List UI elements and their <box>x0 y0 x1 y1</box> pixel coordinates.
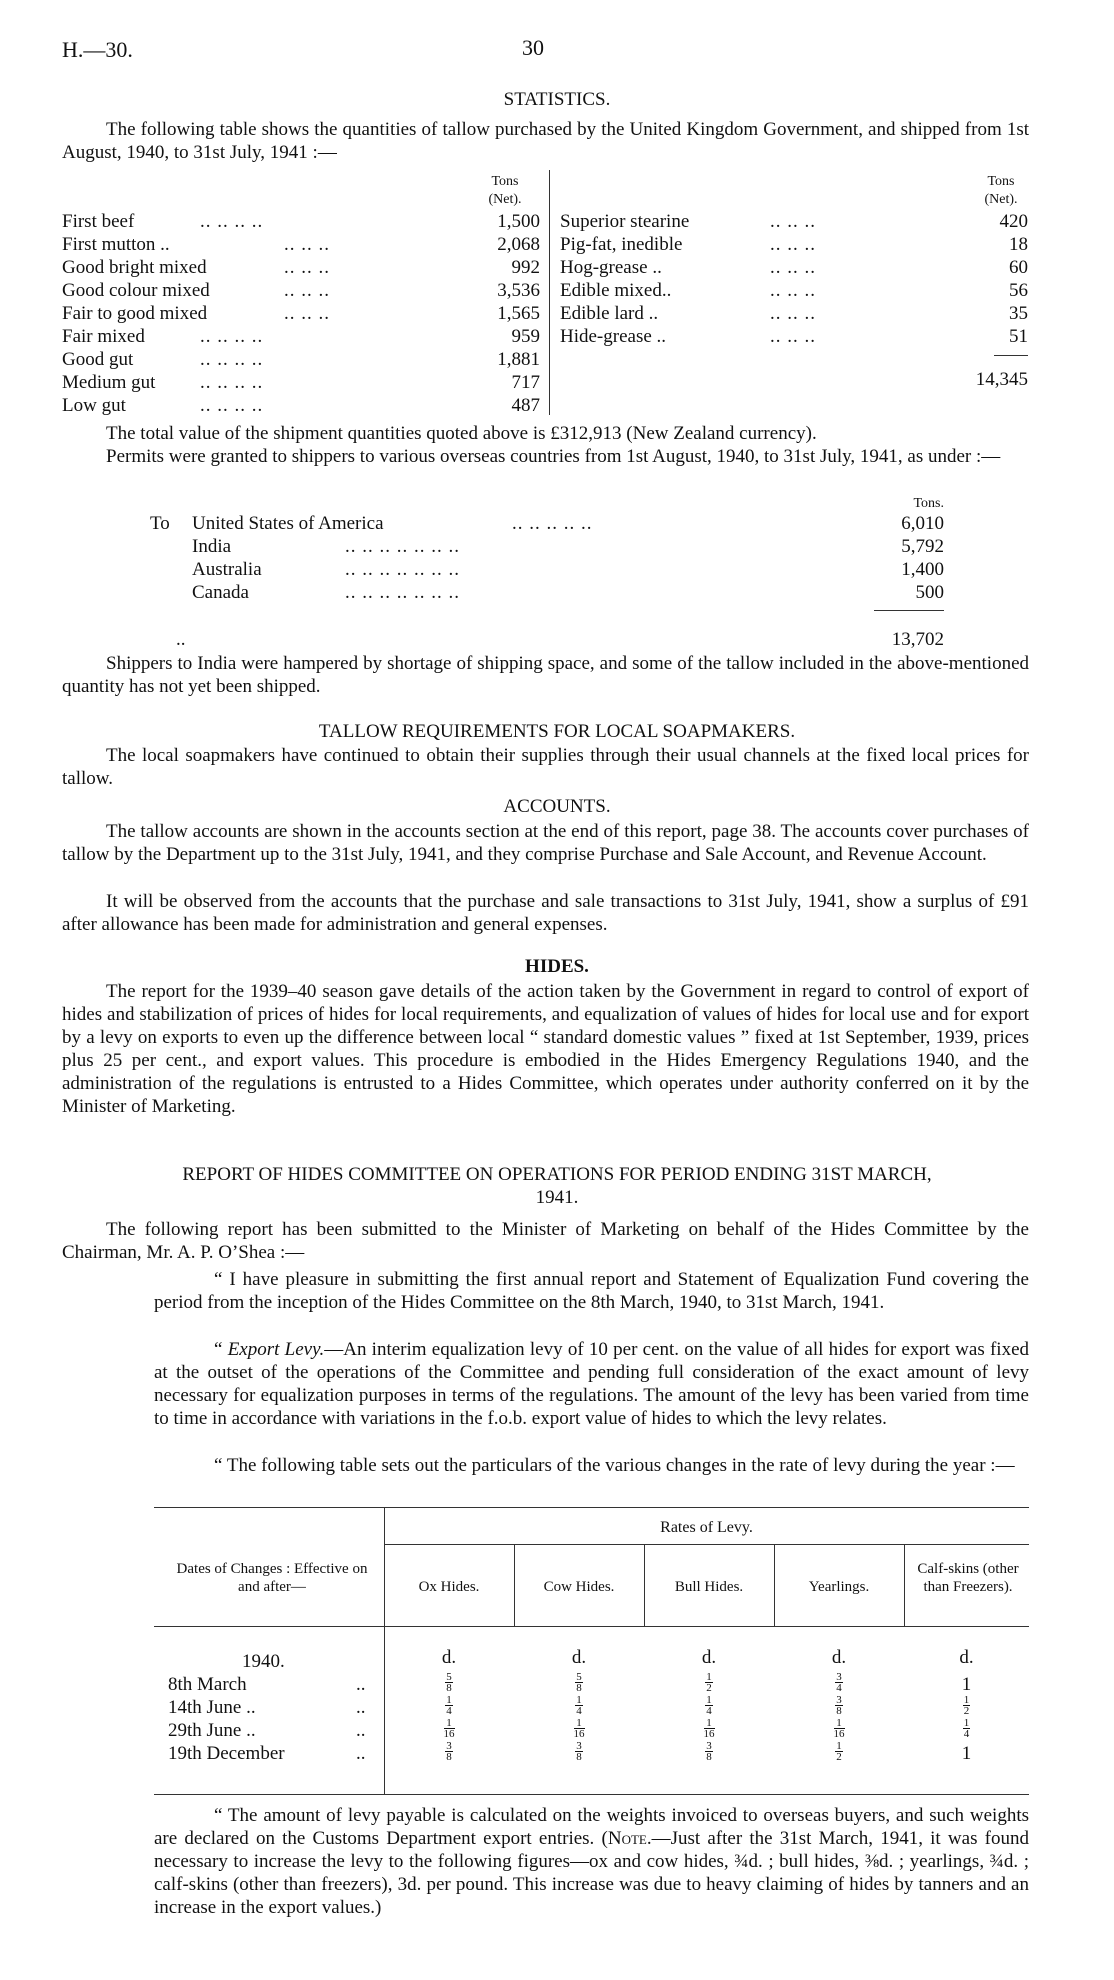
report-quote-1: “ I have pleasure in submitting the first annual report and Statement of Equalization Fund covering the period from the inception of the Hides Committee on the 8th March, 1940, to 31st March, 1941. <box>154 1269 1029 1313</box>
list-item-label: First beef <box>62 211 135 232</box>
list-item-label: Pig-fat, inedible <box>560 234 683 255</box>
table-intro: “ The following table sets out the particulars of the various changes in the rate of levy during the year :— <box>214 1455 1015 1476</box>
rate-cow: $\frac{3}{8}$ <box>576 1740 582 1764</box>
list-item-label: First mutton .. <box>62 234 170 255</box>
rate-calf: $\frac{1}{4}$ <box>963 1717 970 1741</box>
list-item-label: Good colour mixed <box>62 280 210 301</box>
leader-dots: .. .. .. <box>284 280 330 301</box>
left-unit-sublabel: (Net). <box>488 192 522 207</box>
table-top-rule <box>154 1507 1029 1508</box>
list-item-value: 992 <box>511 257 540 278</box>
row-date: 14th June .. <box>168 1697 256 1718</box>
rates-header-rule <box>384 1544 1029 1545</box>
unit-yearlings: d. <box>831 1647 847 1668</box>
rate-calf: $\frac{1}{2}$ <box>963 1694 970 1718</box>
permit-value: 1,400 <box>901 559 944 580</box>
page-number: 30 <box>522 35 544 60</box>
rate-yearlings: $\frac{1}{2}$ <box>836 1740 842 1764</box>
shippers-note: Shippers to India were hampered by shortage of shipping space, and some of the tallow included in the above-mentioned quantity has not yet been shipped. <box>62 653 1029 697</box>
column-rule <box>904 1544 905 1626</box>
hides-heading: HIDES. <box>525 956 589 977</box>
leader-dots: .. .. .. <box>770 211 816 232</box>
statistics-heading: STATISTICS. <box>503 89 611 110</box>
total-value-paragraph: The total value of the shipment quantities quoted above is £312,913 (New Zealand currency). <box>106 423 817 444</box>
accounts-paragraph-2: It will be observed from the accounts that the purchase and sale transactions to 31st July, 1941, show a surplus of £91 after allowance has been made for administration and general expenses. <box>62 891 1029 935</box>
table-bottom-rule <box>154 1794 1029 1795</box>
leader-dots: .. .. .. .. <box>200 395 264 416</box>
header-bottom-rule <box>154 1626 1029 1627</box>
unit-ox: d. <box>441 1647 457 1668</box>
report-intro: The following report has been submitted to the Minister of Marketing on behalf of the Hides Committee by the Chairman, Mr. A. P. O’Shea :— <box>62 1219 1029 1263</box>
list-item-value: 2,068 <box>497 234 540 255</box>
leader-dots: .. .. .. <box>284 257 330 278</box>
rate-bull: $\frac{3}{8}$ <box>706 1740 712 1764</box>
leader-dots: .. .. .. .. .. <box>512 513 593 534</box>
list-item-value: 18 <box>1009 234 1028 255</box>
permit-value: 5,792 <box>901 536 944 557</box>
column-header-cow: Cow Hides. <box>543 1579 615 1595</box>
export-levy-paragraph: “ Export Levy.—An interim equalization levy of 10 per cent. on the value of all hides for export was fixed at the outset of the operations of the Committee and pending full consideration of the exact amount of levy necessary for equalization purposes in terms of the regulations. The amount of the levy has been varied from time to time in accordance with variations in the f.o.b. export value of hides to which the levy relates. <box>154 1339 1030 1429</box>
permits-total-rule <box>874 610 944 611</box>
permit-value: 500 <box>915 582 944 603</box>
leader-dots: .. .. .. <box>770 303 816 324</box>
report-reference: H.—30. <box>62 37 133 62</box>
leader-dots: .. .. .. .. .. .. .. <box>345 559 460 580</box>
leader-dots: .. .. .. <box>284 303 330 324</box>
list-item-value: 60 <box>1009 257 1028 278</box>
list-item-value: 51 <box>1009 326 1028 347</box>
tallow-paragraph: The local soapmakers have continued to obtain their supplies through their usual channels at the fixed local prices for tallow. <box>62 745 1029 789</box>
rate-cow: $\frac{1}{16}$ <box>573 1717 585 1741</box>
rate-bull: $\frac{1}{2}$ <box>706 1671 712 1695</box>
rate-cow: $\frac{5}{8}$ <box>576 1671 582 1695</box>
statistics-divider <box>549 170 550 415</box>
rate-yearlings: $\frac{3}{8}$ <box>836 1694 842 1718</box>
report-heading-line1: REPORT OF HIDES COMMITTEE ON OPERATIONS FOR PERIOD ENDING 31ST MARCH, <box>182 1164 932 1185</box>
list-item-label: Edible mixed.. <box>560 280 672 301</box>
rate-bull: $\frac{1}{4}$ <box>706 1694 712 1718</box>
rate-ox: $\frac{5}{8}$ <box>446 1671 452 1695</box>
rate-cow: $\frac{1}{4}$ <box>576 1694 582 1718</box>
accounts-heading: ACCOUNTS. <box>503 796 611 817</box>
right-total: 14,345 <box>975 369 1028 390</box>
rate-ox: $\frac{1}{4}$ <box>446 1694 452 1718</box>
leader-dots: .. .. .. .. <box>200 326 264 347</box>
permit-country: United States of America <box>192 513 384 534</box>
list-item-label: Fair mixed <box>62 326 145 347</box>
rate-calf: 1 <box>961 1743 972 1764</box>
dates-column-header: Dates of Changes : Effective on and after— <box>176 1561 368 1595</box>
report-heading-line2: 1941. <box>535 1187 579 1208</box>
leader-dots: .. <box>356 1720 366 1741</box>
statistics-intro: The following table shows the quantities of tallow purchased by the United Kingdom Government, and shipped from 1st August, 1940, to 31st July, 1941 :— <box>62 119 1029 163</box>
right-unit-label: Tons <box>987 174 1015 189</box>
leader-dots: .. .. .. <box>770 280 816 301</box>
unit-cow: d. <box>571 1647 587 1668</box>
unit-calf: d. <box>959 1647 974 1668</box>
column-header-bull: Bull Hides. <box>674 1579 744 1595</box>
left-unit-label: Tons <box>491 174 519 189</box>
rate-ox: $\frac{1}{16}$ <box>443 1717 455 1741</box>
list-item-label: Fair to good mixed <box>62 303 208 324</box>
list-item-label: Medium gut <box>62 372 156 393</box>
permit-country: Canada <box>192 582 249 603</box>
list-item-label: Low gut <box>62 395 126 416</box>
rate-calf: 1 <box>961 1674 972 1695</box>
accounts-paragraph-1: The tallow accounts are shown in the accounts section at the end of this report, page 38. The accounts cover purchases of tallow by the Department up to the 31st July, 1941, and they comprise Purchase and Sale Account, and Revenue Account. <box>62 821 1029 865</box>
leader-dots: .. <box>356 1674 366 1695</box>
rates-header: Rates of Levy. <box>660 1519 753 1536</box>
list-item-value: 1,500 <box>497 211 540 232</box>
permit-country: Australia <box>192 559 262 580</box>
permits-total: 13,702 <box>891 629 944 650</box>
list-item-label: Edible lard .. <box>560 303 659 324</box>
leader-dots: .. .. .. .. <box>200 211 264 232</box>
rate-yearlings: $\frac{3}{4}$ <box>836 1671 842 1695</box>
leader-dots: .. .. .. .. <box>200 372 264 393</box>
list-item-value: 56 <box>1009 280 1028 301</box>
table-year: 1940. <box>242 1651 285 1672</box>
leader-dots: .. .. .. <box>770 326 816 347</box>
list-item-value: 3,536 <box>497 280 540 301</box>
list-item-value: 717 <box>511 372 540 393</box>
closing-paragraph: “ The amount of levy payable is calculated on the weights invoiced to overseas buyers, and such weights are declared on the Customs Department export entries. (Note.—Just after the 31st March, 1941, it was found necessary to increase the levy to the following figures—ox and cow hides, ¾d. ; bull hides, ⅜d. ; yearlings, ¾d. ; calf-skins (other than freezers), 3d. per pound. This increase was due to heavy claiming of hides by tanners and an increase in the export values.) <box>154 1805 1029 1918</box>
list-item-value: 487 <box>511 395 540 416</box>
leader-dots: .. .. .. .. .. .. .. <box>345 536 460 557</box>
permit-country: India <box>192 536 232 557</box>
total-rule <box>994 355 1028 356</box>
list-item-label: Good bright mixed <box>62 257 207 278</box>
permits-paragraph: Permits were granted to shippers to various overseas countries from 1st August, 1940, to 31st July, 1941, as under :— <box>106 446 1001 467</box>
leader-dots: .. .. .. <box>770 234 816 255</box>
rate-bull: $\frac{1}{16}$ <box>703 1717 715 1741</box>
tallow-heading: TALLOW REQUIREMENTS FOR LOCAL SOAPMAKERS. <box>318 721 796 742</box>
list-item-label: Hog-grease .. <box>560 257 662 278</box>
list-item-value: 420 <box>999 211 1028 232</box>
leader-dots: .. .. .. .. .. .. .. <box>345 582 460 603</box>
list-item-value: 35 <box>1009 303 1028 324</box>
column-header-calf: Calf-skins (other than Freezers). <box>917 1561 1019 1595</box>
list-item-label: Superior stearine <box>560 211 690 232</box>
list-item-label: Hide-grease .. <box>560 326 667 347</box>
column-header-yearlings: Yearlings. <box>808 1579 870 1595</box>
unit-bull: d. <box>701 1647 717 1668</box>
row-date: 8th March <box>168 1674 247 1695</box>
list-item-value: 1,565 <box>497 303 540 324</box>
list-item-value: 1,881 <box>497 349 540 370</box>
row-date: 19th December <box>168 1743 285 1764</box>
rate-ox: $\frac{3}{8}$ <box>446 1740 452 1764</box>
leader-dots: .. <box>356 1697 366 1718</box>
list-item-value: 959 <box>511 326 540 347</box>
note-label: Note <box>607 1828 647 1849</box>
permit-value: 6,010 <box>901 513 944 534</box>
leader-dots: .. .. .. <box>770 257 816 278</box>
hides-paragraph: The report for the 1939–40 season gave details of the action taken by the Government in regard to control of export of hides and stabilization of prices of hides for local requirements, and equalization of values of hides for local use and for export by a levy on exports to even up the difference between local “ standard domestic values ” fixed at 1st September, 1939, prices plus 25 per cent., and export values. This procedure is embodied in the Hides Emergency Regulations 1940, and the administration of the regulations is entrusted to a Hides Committee, which operates under authority conferred on it by the Minister of Marketing. <box>62 981 1029 1117</box>
row-date: 29th June .. <box>168 1720 256 1741</box>
leader-dots: .. .. .. <box>284 234 330 255</box>
permits-unit-label: Tons. <box>913 496 944 511</box>
leader-dots: .. <box>176 629 186 650</box>
leader-dots: .. <box>356 1743 366 1764</box>
column-header-ox: Ox Hides. <box>418 1579 480 1595</box>
right-unit-sublabel: (Net). <box>984 192 1018 207</box>
rate-yearlings: $\frac{1}{16}$ <box>833 1717 845 1741</box>
permits-to-label: To <box>150 513 170 534</box>
list-item-label: Good gut <box>62 349 134 370</box>
export-levy-label: Export Levy. <box>227 1339 325 1360</box>
leader-dots: .. .. .. .. <box>200 349 264 370</box>
